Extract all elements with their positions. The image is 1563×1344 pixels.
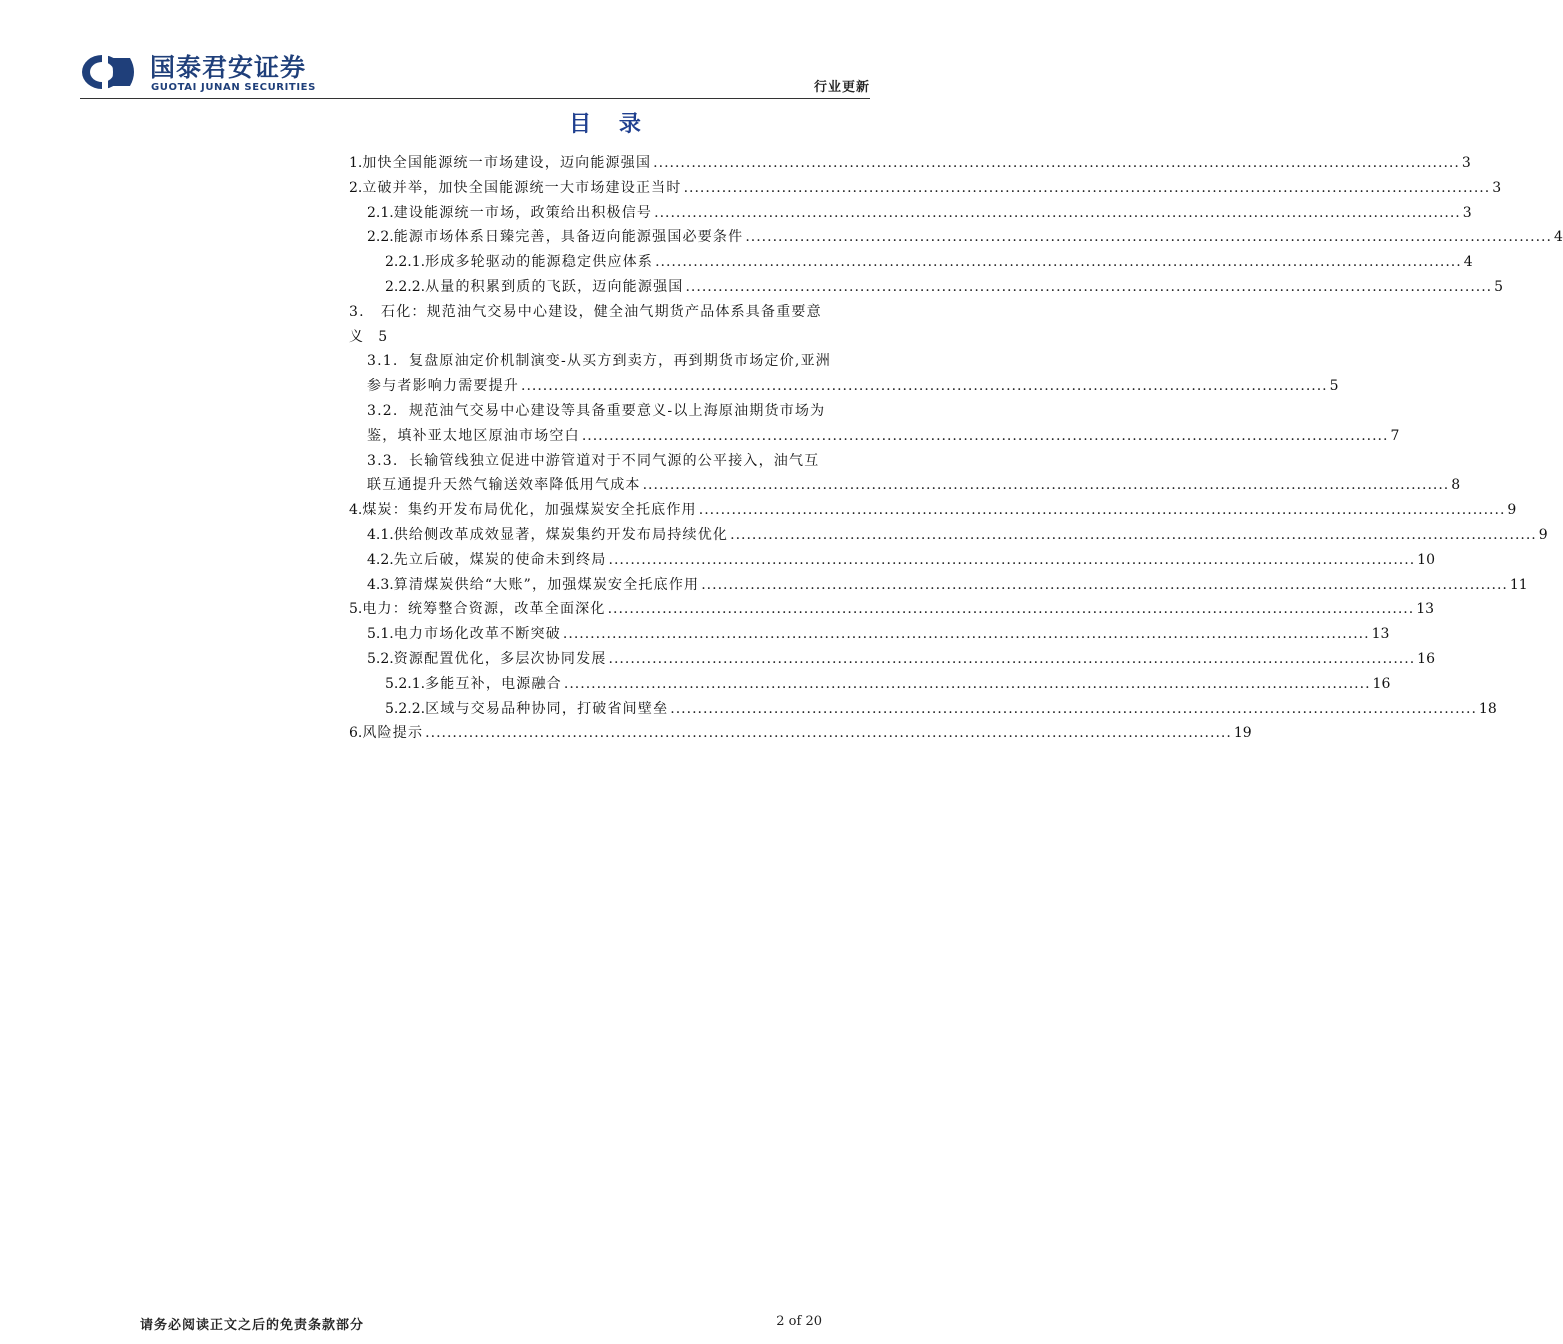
toc-leader-dots: .................................................................................................................................................... xyxy=(581,427,1389,444)
toc-entry-text-line1: 石化：规范油气交易中心建设，健全油气期货产品体系具备重要意 xyxy=(381,303,822,320)
toc-entry-text: 区域与交易品种协同，打破省间壁垒 xyxy=(425,700,669,717)
toc-entry-number: 5.2.1. xyxy=(385,675,426,692)
toc-leader-dots: .................................................................................................................................................... xyxy=(670,700,1477,717)
toc-entry[interactable] xyxy=(349,697,1497,722)
page-number: 2 of 20 xyxy=(776,1314,822,1329)
toc-entry[interactable] xyxy=(349,225,1563,250)
toc-entry-page: 3 xyxy=(1492,179,1502,196)
toc-entry-text: 煤炭：集约开发布局优化，加强煤炭安全托底作用 xyxy=(362,502,697,519)
toc-leader-dots: .................................................................................................................................................... xyxy=(563,675,1371,692)
toc-leader-dots: .................................................................................................................................................... xyxy=(745,229,1552,246)
toc-entry-page: 16 xyxy=(1372,675,1391,692)
toc-entry-page: 3 xyxy=(1462,204,1472,221)
logo-english-name: GUOTAI JUNAN SECURITIES xyxy=(151,82,316,93)
toc-leader-dots: .................................................................................................................................................... xyxy=(653,155,1460,171)
toc-leader-dots: .................................................................................................................................................... xyxy=(683,179,1491,196)
toc-entry-number: 2.2.1. xyxy=(385,254,426,271)
toc-entry[interactable] xyxy=(349,721,1252,746)
toc-entry-number: 3. xyxy=(349,303,365,320)
toc-entry-page: 3 xyxy=(1461,155,1471,171)
toc-entry-text: 多能互补，电源融合 xyxy=(425,675,562,692)
toc-entry-number: 3.1. xyxy=(367,353,399,370)
toc-leader-dots: .................................................................................................................................................... xyxy=(685,278,1493,295)
toc-entry-number: 2.2. xyxy=(367,229,394,246)
toc-entry[interactable] xyxy=(349,250,1473,275)
toc-entry-page: 4 xyxy=(1553,229,1563,246)
toc-entry-text: 算清煤炭供给“大账”，加强煤炭安全托底作用 xyxy=(393,576,700,593)
toc-leader-dots: .................................................................................................................................................... xyxy=(425,725,1232,742)
toc-entry[interactable] xyxy=(349,523,1548,548)
toc-entry[interactable] xyxy=(349,176,1502,201)
toc-entry-number: 6. xyxy=(349,725,363,742)
toc-entry[interactable] xyxy=(349,275,1504,300)
toc-entry-text: 供给侧改革成效显著，煤炭集约开发布局持续优化 xyxy=(393,526,729,543)
toc-entry[interactable] xyxy=(349,349,1339,399)
toc-entry-text-line1: 复盘原油定价机制演变-从买方到卖方，再到期货市场定价,亚洲 xyxy=(409,353,831,370)
toc-leader-dots: .................................................................................................................................................... xyxy=(698,502,1506,519)
toc-entry-text-line1: 规范油气交易中心建设等具备重要意义-以上海原油期货市场为 xyxy=(409,402,826,419)
toc-entry[interactable] xyxy=(349,672,1391,697)
toc-leader-dots: .................................................................................................................................................... xyxy=(562,626,1370,643)
toc-entry-text: 立破并举，加快全国能源统一大市场建设正当时 xyxy=(362,179,682,196)
toc-entry-text: 电力：统筹整合资源，改革全面深化 xyxy=(362,601,606,618)
toc-leader-dots: .................................................................................................................................................... xyxy=(654,204,1461,221)
toc-entry-text: 建设能源统一市场，政策给出积极信号 xyxy=(393,204,653,221)
toc-entry-text-line2: 参与者影响力需要提升 xyxy=(367,378,519,395)
toc-entry-number: 4. xyxy=(349,502,363,519)
toc-entry-page: 16 xyxy=(1417,650,1435,667)
toc-entry[interactable] xyxy=(349,622,1390,647)
toc-leader-dots: .................................................................................................................................................... xyxy=(730,526,1537,543)
toc-entry-page: 4 xyxy=(1463,254,1473,271)
toc-entry[interactable] xyxy=(349,647,1435,672)
toc-entry-text: 风险提示 xyxy=(362,725,424,742)
toc-entry-text-line1: 长输管线独立促进中游管道对于不同气源的公平接入，油气互 xyxy=(409,452,820,469)
toc-entry-number: 1. xyxy=(349,155,363,171)
toc-entry-number: 2.2.2. xyxy=(385,278,426,295)
toc-entry-number: 5.2.2. xyxy=(385,700,426,717)
toc-entry-text: 先立后破，煤炭的使命未到终局 xyxy=(393,551,607,568)
toc-entry-page: 5 xyxy=(378,328,388,345)
toc-entry[interactable] xyxy=(349,597,1435,622)
toc-entry-page: 9 xyxy=(1538,526,1548,543)
logo-chinese-name: 国泰君安证券 xyxy=(150,53,307,82)
toc-leader-dots: .................................................................................................................................................... xyxy=(608,650,1416,667)
toc-entry-number: 5. xyxy=(349,601,363,618)
toc-entry-text: 资源配置优化，多层次协同发展 xyxy=(393,650,607,667)
toc-entry[interactable] xyxy=(349,300,870,350)
toc-leader-dots: .................................................................................................................................................... xyxy=(701,576,1508,593)
toc-entry-text-line2: 义 xyxy=(349,328,365,345)
page-header xyxy=(0,0,950,100)
toc-entry-text: 形成多轮驱动的能源稳定供应体系 xyxy=(425,254,654,271)
toc-leader-dots: .................................................................................................................................................... xyxy=(608,551,1416,568)
toc-entry-text-line2: 联互通提升天然气输送效率降低用气成本 xyxy=(367,477,641,494)
toc-entry-page: 5 xyxy=(1494,278,1504,295)
toc-entry-number: 4.3. xyxy=(367,576,394,593)
toc-entry-page: 13 xyxy=(1416,601,1435,618)
toc-entry-page: 13 xyxy=(1371,626,1390,643)
toc-entry[interactable] xyxy=(349,151,1471,176)
report-type-tag: 行业更新 xyxy=(813,80,870,95)
toc-entry-page: 5 xyxy=(1329,378,1339,395)
toc-entry-number: 3.2. xyxy=(367,402,399,419)
toc-entry[interactable] xyxy=(349,399,1400,449)
toc-title: 目 录 xyxy=(569,111,651,137)
toc-entry-page: 7 xyxy=(1390,427,1400,444)
toc-leader-dots: .................................................................................................................................................... xyxy=(655,254,1462,271)
toc-entry[interactable] xyxy=(349,498,1517,523)
toc-entry-page: 11 xyxy=(1509,576,1528,593)
footer-disclaimer: 请务必阅读正文之后的免责条款部分 xyxy=(140,1318,365,1333)
toc-entry-number: 4.1. xyxy=(367,526,394,543)
toc-entry-page: 8 xyxy=(1451,477,1461,494)
company-logo-icon xyxy=(80,52,140,92)
toc-entry-number: 2. xyxy=(349,179,363,196)
toc-entry-text-line2: 鉴，填补亚太地区原油市场空白 xyxy=(367,427,580,444)
toc-entry-page: 10 xyxy=(1417,551,1435,568)
toc-entry[interactable] xyxy=(349,201,1472,226)
toc-entry-page: 9 xyxy=(1507,502,1517,519)
header-divider xyxy=(80,98,870,99)
table-of-contents xyxy=(349,151,1563,746)
toc-entry-number: 3.3. xyxy=(367,452,399,469)
toc-entry-text: 加快全国能源统一市场建设，迈向能源强国 xyxy=(362,155,652,171)
toc-entry-text: 电力市场化改革不断突破 xyxy=(393,626,561,643)
toc-entry[interactable] xyxy=(349,573,1528,598)
toc-entry-text: 能源市场体系日臻完善，具备迈向能源强国必要条件 xyxy=(393,229,744,246)
toc-entry[interactable] xyxy=(349,449,1461,499)
toc-entry[interactable] xyxy=(349,548,1435,573)
toc-entry-number: 4.2. xyxy=(367,551,394,568)
toc-entry-page: 19 xyxy=(1233,725,1252,742)
toc-entry-page: 18 xyxy=(1478,700,1497,717)
toc-leader-dots: .................................................................................................................................................... xyxy=(607,601,1415,618)
toc-entry-number: 5.2. xyxy=(367,650,394,667)
toc-entry-text: 从量的积累到质的飞跃，迈向能源强国 xyxy=(425,278,684,295)
toc-entry-number: 5.1. xyxy=(367,626,394,643)
toc-entry-number: 2.1. xyxy=(367,204,394,221)
toc-leader-dots: .................................................................................................................................................... xyxy=(521,378,1328,395)
toc-leader-dots: .................................................................................................................................................... xyxy=(642,477,1450,494)
